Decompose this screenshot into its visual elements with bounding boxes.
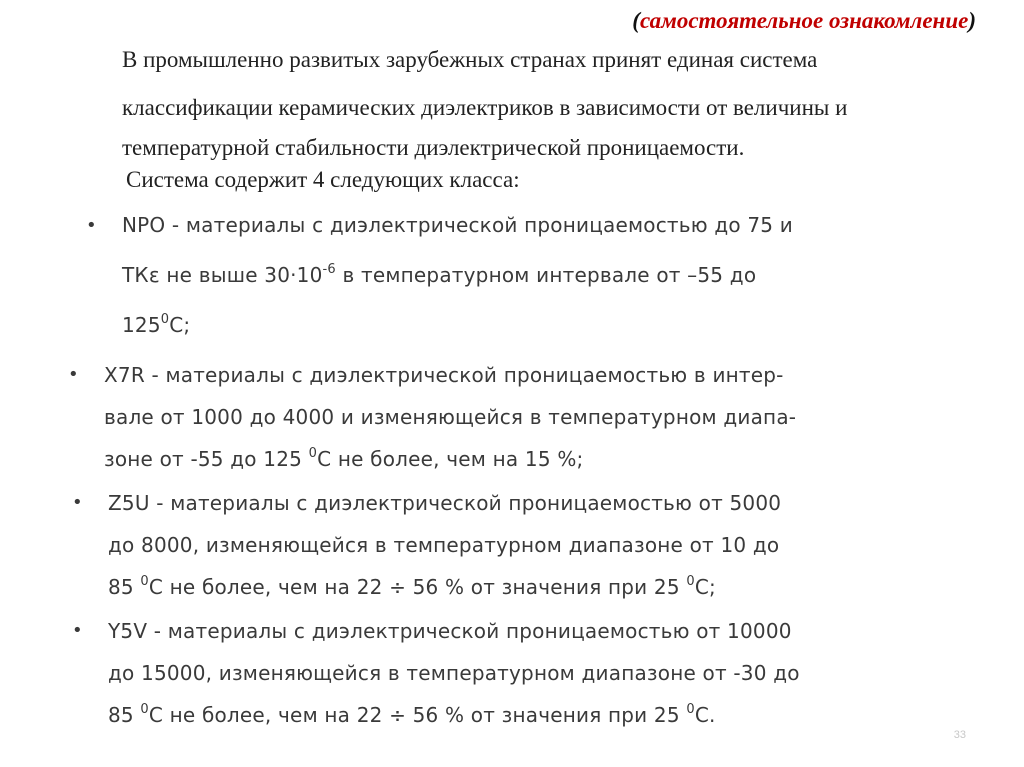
note-close-paren: ) [968, 8, 976, 33]
class-line: X7R - материалы с диэлектрической проницаемостью в интер- [104, 363, 784, 387]
intro-line-1: В промышленно развитых зарубежных странах принят единая система [122, 47, 818, 72]
intro-line-2: классификации керамических диэлектриков в зависимости от величины и [122, 95, 848, 120]
class-line: вале от 1000 до 4000 и изменяющейся в температурном диапа- [104, 405, 797, 429]
class-line: до 15000, изменяющейся в температурном диапазоне от -30 до [108, 661, 800, 685]
bullet-icon: • [68, 364, 79, 385]
system-statement: Система содержит 4 следующих класса: [126, 167, 520, 192]
class-line: Y5V - материалы с диэлектрической проницаемостью от 10000 [108, 619, 792, 643]
class-line: до 8000, изменяющейся в температурном диапазоне от 10 до [108, 533, 780, 557]
class-line: зоне от -55 до 125 $^0$С не более, чем на 15 %; [104, 446, 584, 471]
bullet-icon: • [72, 492, 83, 513]
class-line: Z5U - материалы с диэлектрической проницаемостью от 5000 [108, 491, 782, 515]
class-list [68, 200, 968, 736]
class-line: $125^0С$; [122, 312, 191, 337]
class-line: 85 $^0$С не более, чем на 22 ÷ 56 % от значения при 25 $^0$С; [108, 574, 716, 599]
bullet-icon: • [72, 620, 83, 641]
class-item-y5v [72, 610, 968, 736]
class-item-npo [86, 200, 968, 350]
class-line: ТКε не выше $30\cdot 10^{-6}$ в температурном интервале от –55 до [122, 262, 757, 287]
class-item-x7r [68, 354, 968, 480]
bullet-icon: • [86, 215, 97, 236]
class-line: NPO - материалы с диэлектрической проницаемостью до 75 и [122, 213, 793, 237]
class-line: 85 $^0$С не более, чем на 22 ÷ 56 % от значения при 25 $^0$С. [108, 702, 716, 727]
page-number: 33 [953, 729, 966, 741]
intro-line-3: температурной стабильности диэлектрической проницаемости. [122, 135, 745, 160]
intro-paragraph [122, 40, 972, 168]
note-text: самостоятельное ознакомление [639, 8, 969, 33]
self-study-note [632, 8, 976, 34]
class-item-z5u [72, 482, 968, 608]
note-open-paren: ( [632, 8, 640, 33]
